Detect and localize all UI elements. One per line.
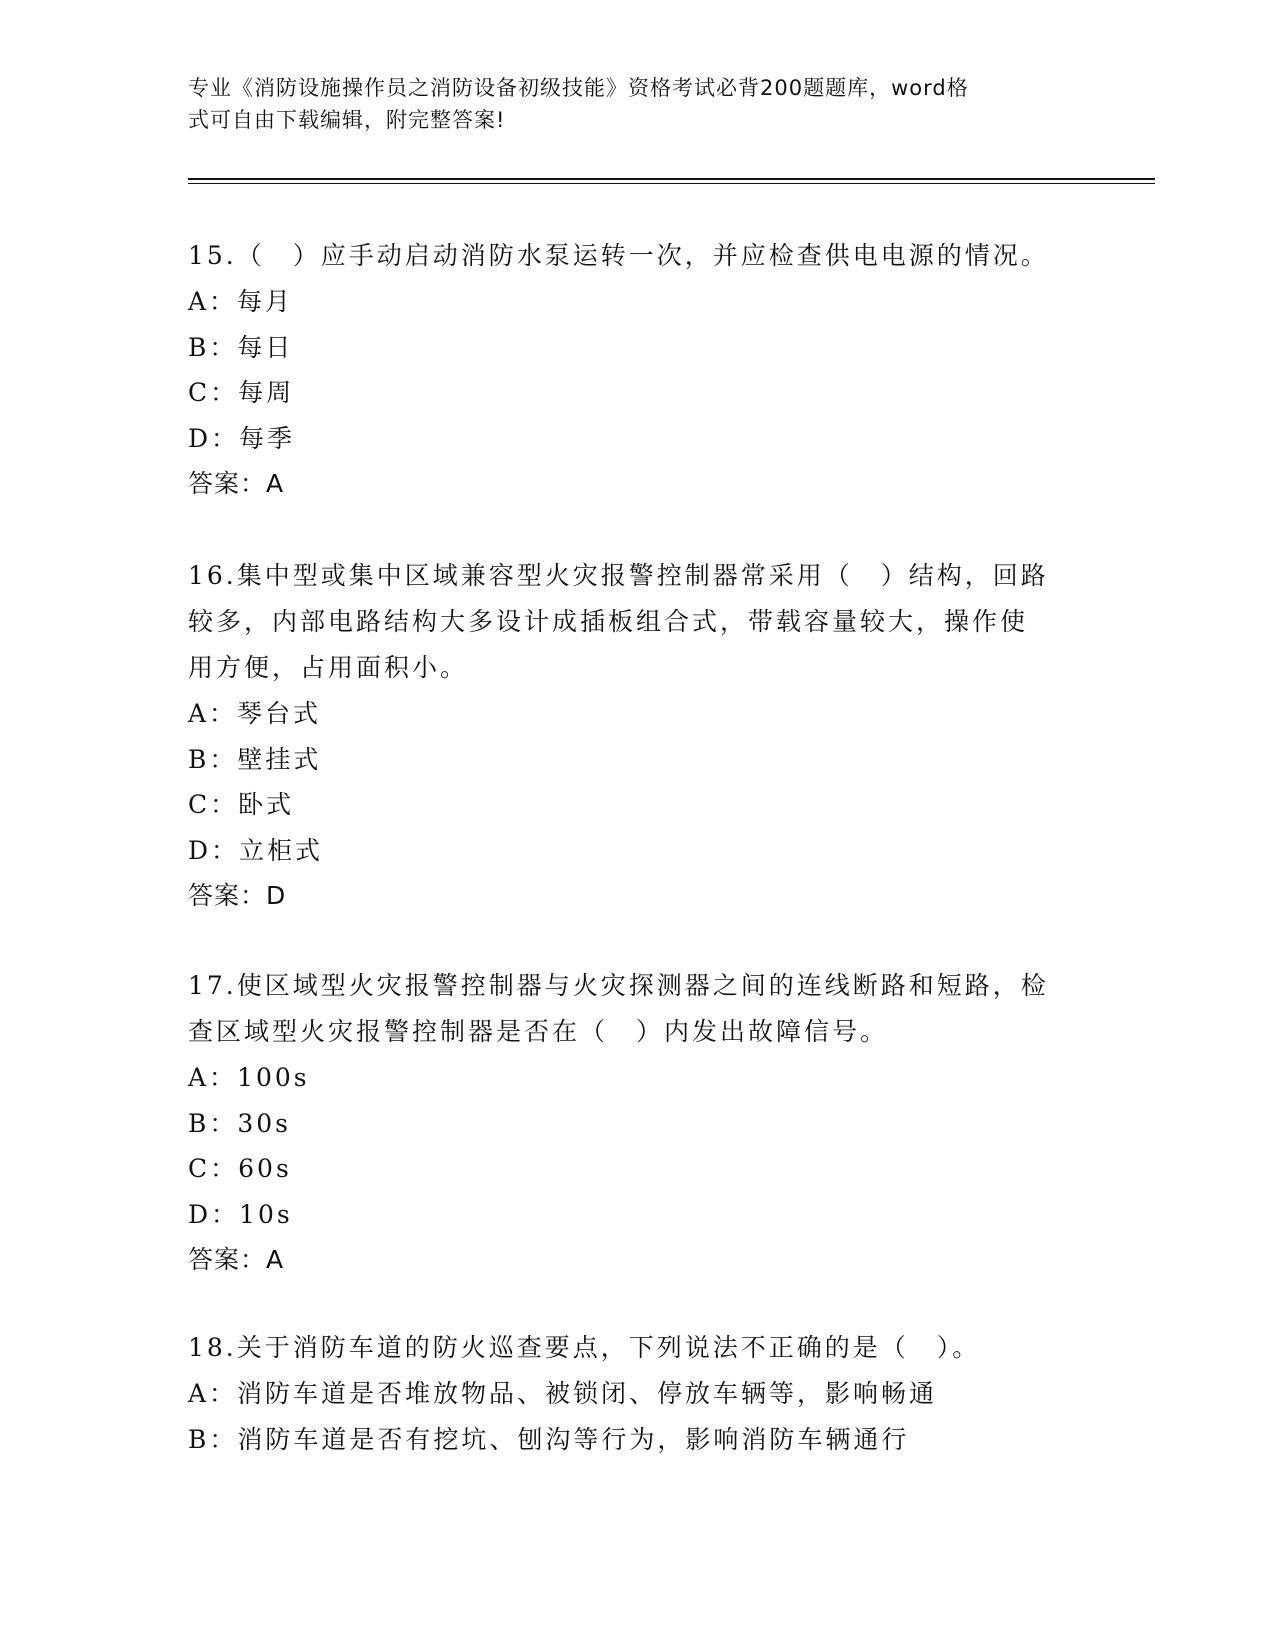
option-b: B：30s [188, 1108, 292, 1138]
option-b: B：壁挂式 [188, 744, 322, 774]
header-line-1: 专业《消防设施操作员之消防设备初级技能》资格考试必背200题题库，word格 [188, 76, 969, 100]
header-line-2: 式可自由下载编辑，附完整答案! [188, 108, 506, 132]
question-stem-line-2: 较多，内部电路结构大多设计成插板组合式，带载容量较大，操作使 [188, 607, 1029, 636]
option-a: A：消防车道是否堆放物品、被锁闭、停放车辆等，影响畅通 [188, 1379, 938, 1408]
document-header [188, 72, 1068, 136]
header-divider [188, 178, 1155, 180]
question-block-15 [188, 233, 1068, 507]
option-c: C：60s [188, 1154, 292, 1183]
header-divider-thin [188, 183, 1155, 184]
answer-line: 答案：A [188, 1245, 285, 1274]
option-a: A：琴台式 [188, 699, 322, 728]
question-stem-line-1: 16.集中型或集中区域兼容型火灾报警控制器常采用（ ）结构，回路 [188, 561, 1049, 590]
question-stem-line-1: 17.使区域型火灾报警控制器与火灾探测器之间的连线断路和短路，检 [188, 971, 1049, 1000]
question-block-18 [188, 1325, 1068, 1462]
answer-line: 答案：A [188, 469, 285, 498]
question-stem: 15.（ ）应手动启动消防水泵运转一次，并应检查供电电源的情况。 [188, 241, 1049, 270]
option-c: C：卧式 [188, 790, 295, 819]
question-stem-line-3: 用方便，占用面积小。 [188, 653, 469, 682]
option-b: B：每日 [188, 332, 294, 362]
question-block-17 [188, 963, 1068, 1283]
option-c: C：每周 [188, 378, 295, 407]
option-a: A：每月 [188, 287, 294, 316]
option-a: A：100s [188, 1063, 310, 1092]
answer-line: 答案：D [188, 881, 287, 910]
option-b: B：消防车道是否有挖坑、刨沟等行为，影响消防车辆通行 [188, 1424, 910, 1454]
option-d: D：立柜式 [188, 835, 324, 865]
question-stem-line-2: 查区域型火灾报警控制器是否在（ ）内发出故障信号。 [188, 1017, 889, 1046]
option-d: D：每季 [188, 423, 296, 453]
option-d: D：10s [188, 1199, 293, 1229]
question-block-16 [188, 553, 1068, 919]
question-stem: 18.关于消防车道的防火巡查要点，下列说法不正确的是（ ）。 [188, 1333, 981, 1362]
